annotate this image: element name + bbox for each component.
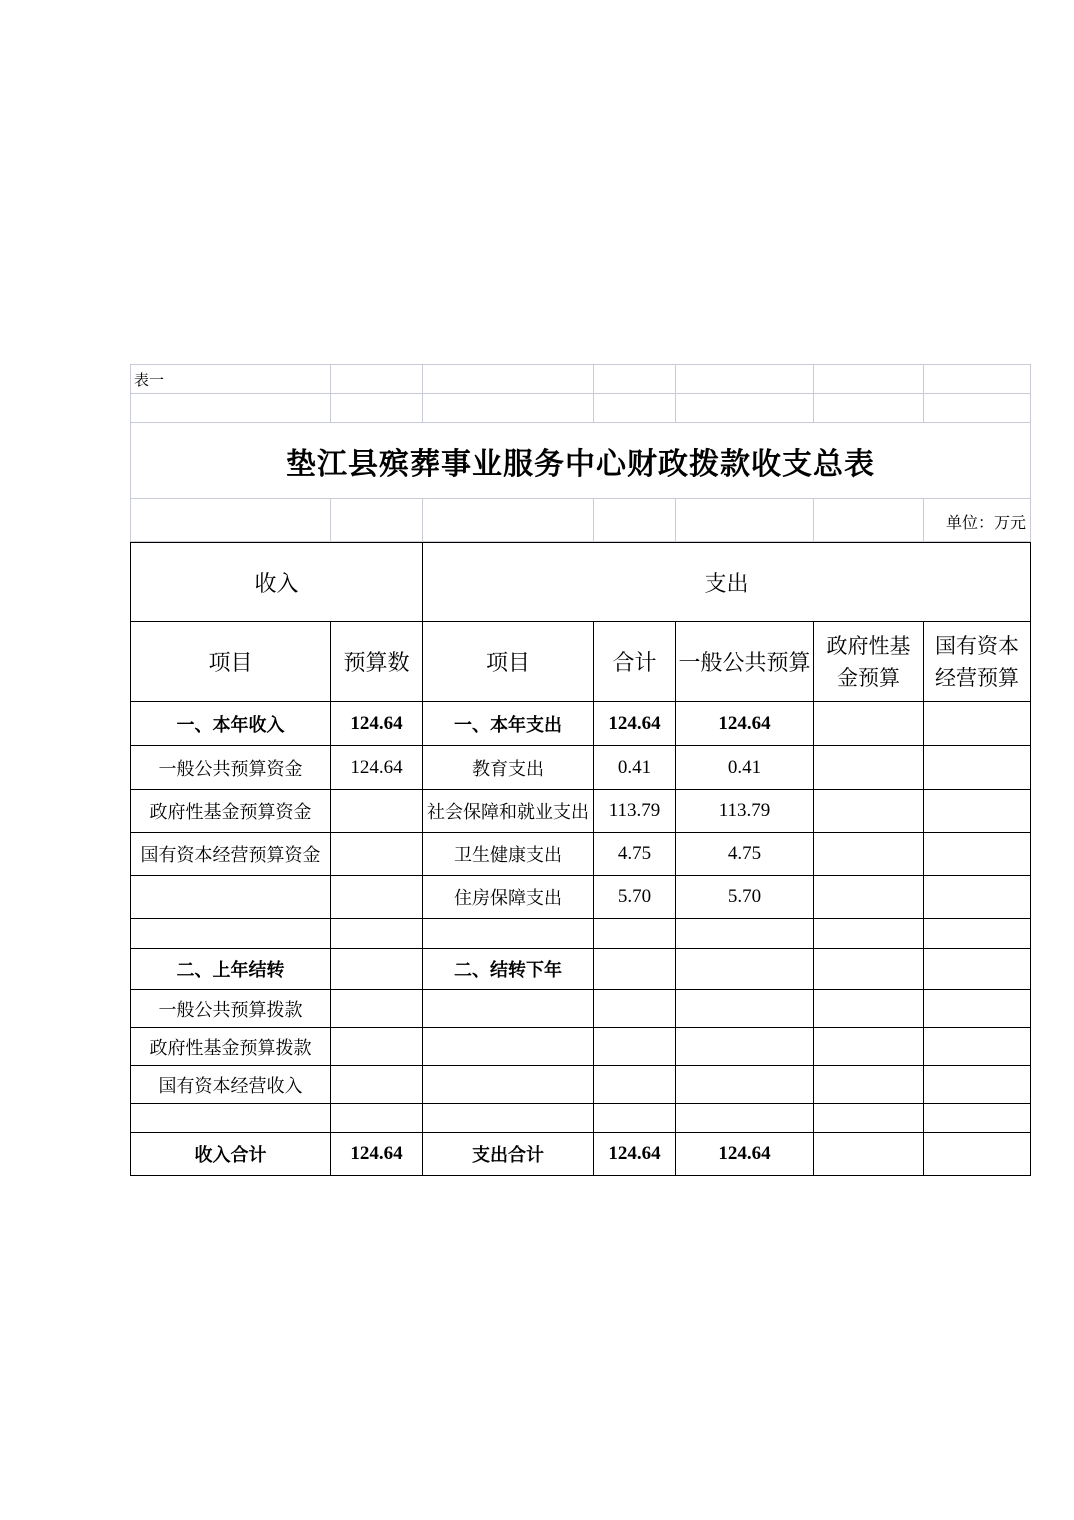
expense-general-total: 124.64 [676,1133,814,1176]
income-item [131,1104,331,1133]
expense-total [594,1104,676,1133]
income-budget [331,833,423,876]
table-label: 表一 [131,365,331,394]
expense-fund [814,1066,924,1104]
expense-total [594,1066,676,1104]
income-budget: 124.64 [331,746,423,790]
table-row [131,833,1031,876]
expense-capital [924,1028,1031,1066]
state-capital-header: 国有资本经营预算 [924,622,1031,702]
expense-total-value: 124.64 [594,1133,676,1176]
expense-capital [924,990,1031,1028]
expense-general: 5.70 [676,876,814,919]
table-row [131,1104,1031,1133]
expense-total: 0.41 [594,746,676,790]
expense-total [594,919,676,949]
budget-table [130,542,1031,1176]
table-row [131,702,1031,746]
table-row [131,1028,1031,1066]
expense-fund [814,949,924,990]
gov-fund-header: 政府性基金预算 [814,622,924,702]
income-item: 二、上年结转 [131,949,331,990]
table-row [131,990,1031,1028]
table-row-total [131,1133,1031,1176]
expense-capital [924,876,1031,919]
income-budget [331,1104,423,1133]
income-budget [331,949,423,990]
expense-fund [814,833,924,876]
income-budget [331,990,423,1028]
table-row [131,790,1031,833]
expense-capital [924,919,1031,949]
finance-sheet [130,364,1030,1176]
general-budget-header: 一般公共预算 [676,622,814,702]
expense-item: 教育支出 [423,746,594,790]
expense-total: 5.70 [594,876,676,919]
income-item: 一般公共预算资金 [131,746,331,790]
expense-item [423,919,594,949]
expense-fund-total [814,1133,924,1176]
income-budget [331,790,423,833]
income-header: 收入 [131,543,423,622]
income-item: 政府性基金预算拨款 [131,1028,331,1066]
expense-item [423,1066,594,1104]
income-budget [331,876,423,919]
table-row [131,919,1031,949]
expense-general: 124.64 [676,702,814,746]
expense-capital [924,746,1031,790]
expense-fund [814,790,924,833]
income-total-label: 收入合计 [131,1133,331,1176]
expense-total [594,1028,676,1066]
expense-capital [924,949,1031,990]
income-budget [331,1028,423,1066]
expense-fund [814,1028,924,1066]
expense-item: 二、结转下年 [423,949,594,990]
income-item: 政府性基金预算资金 [131,790,331,833]
expense-capital-total [924,1133,1031,1176]
unit-label: 单位：万元 [924,499,1031,542]
income-item-header: 项目 [131,622,331,702]
expense-total [594,949,676,990]
expense-capital [924,790,1031,833]
expense-item: 社会保障和就业支出 [423,790,594,833]
expense-general [676,919,814,949]
expense-total [594,990,676,1028]
expense-total: 113.79 [594,790,676,833]
expense-capital [924,702,1031,746]
table-row [131,1066,1031,1104]
expense-general: 113.79 [676,790,814,833]
expense-item [423,990,594,1028]
table-row [131,876,1031,919]
total-header: 合计 [594,622,676,702]
expense-item: 住房保障支出 [423,876,594,919]
expense-item [423,1104,594,1133]
expense-capital [924,1066,1031,1104]
income-budget-header: 预算数 [331,622,423,702]
income-budget: 124.64 [331,702,423,746]
expense-fund [814,876,924,919]
expense-general [676,990,814,1028]
expense-capital [924,1104,1031,1133]
expense-general [676,949,814,990]
expense-total-label: 支出合计 [423,1133,594,1176]
expense-capital [924,833,1031,876]
expense-fund [814,746,924,790]
expense-total: 124.64 [594,702,676,746]
expense-item: 一、本年支出 [423,702,594,746]
expense-total: 4.75 [594,833,676,876]
expense-item [423,1028,594,1066]
page-title: 垫江县殡葬事业服务中心财政拨款收支总表 [131,423,1031,499]
income-item: 国有资本经营收入 [131,1066,331,1104]
expense-general [676,1066,814,1104]
expense-fund [814,990,924,1028]
expense-general: 4.75 [676,833,814,876]
income-budget [331,919,423,949]
table-row [131,949,1031,990]
income-item: 一、本年收入 [131,702,331,746]
expense-general [676,1028,814,1066]
expense-fund [814,919,924,949]
expense-general [676,1104,814,1133]
income-budget [331,1066,423,1104]
expense-general: 0.41 [676,746,814,790]
expense-item-header: 项目 [423,622,594,702]
sheet-header-grid [130,364,1031,542]
expense-fund [814,702,924,746]
expense-fund [814,1104,924,1133]
income-item: 一般公共预算拨款 [131,990,331,1028]
expense-header: 支出 [423,543,1031,622]
income-item: 国有资本经营预算资金 [131,833,331,876]
income-item [131,876,331,919]
expense-item: 卫生健康支出 [423,833,594,876]
income-total-value: 124.64 [331,1133,423,1176]
income-item [131,919,331,949]
table-row [131,746,1031,790]
